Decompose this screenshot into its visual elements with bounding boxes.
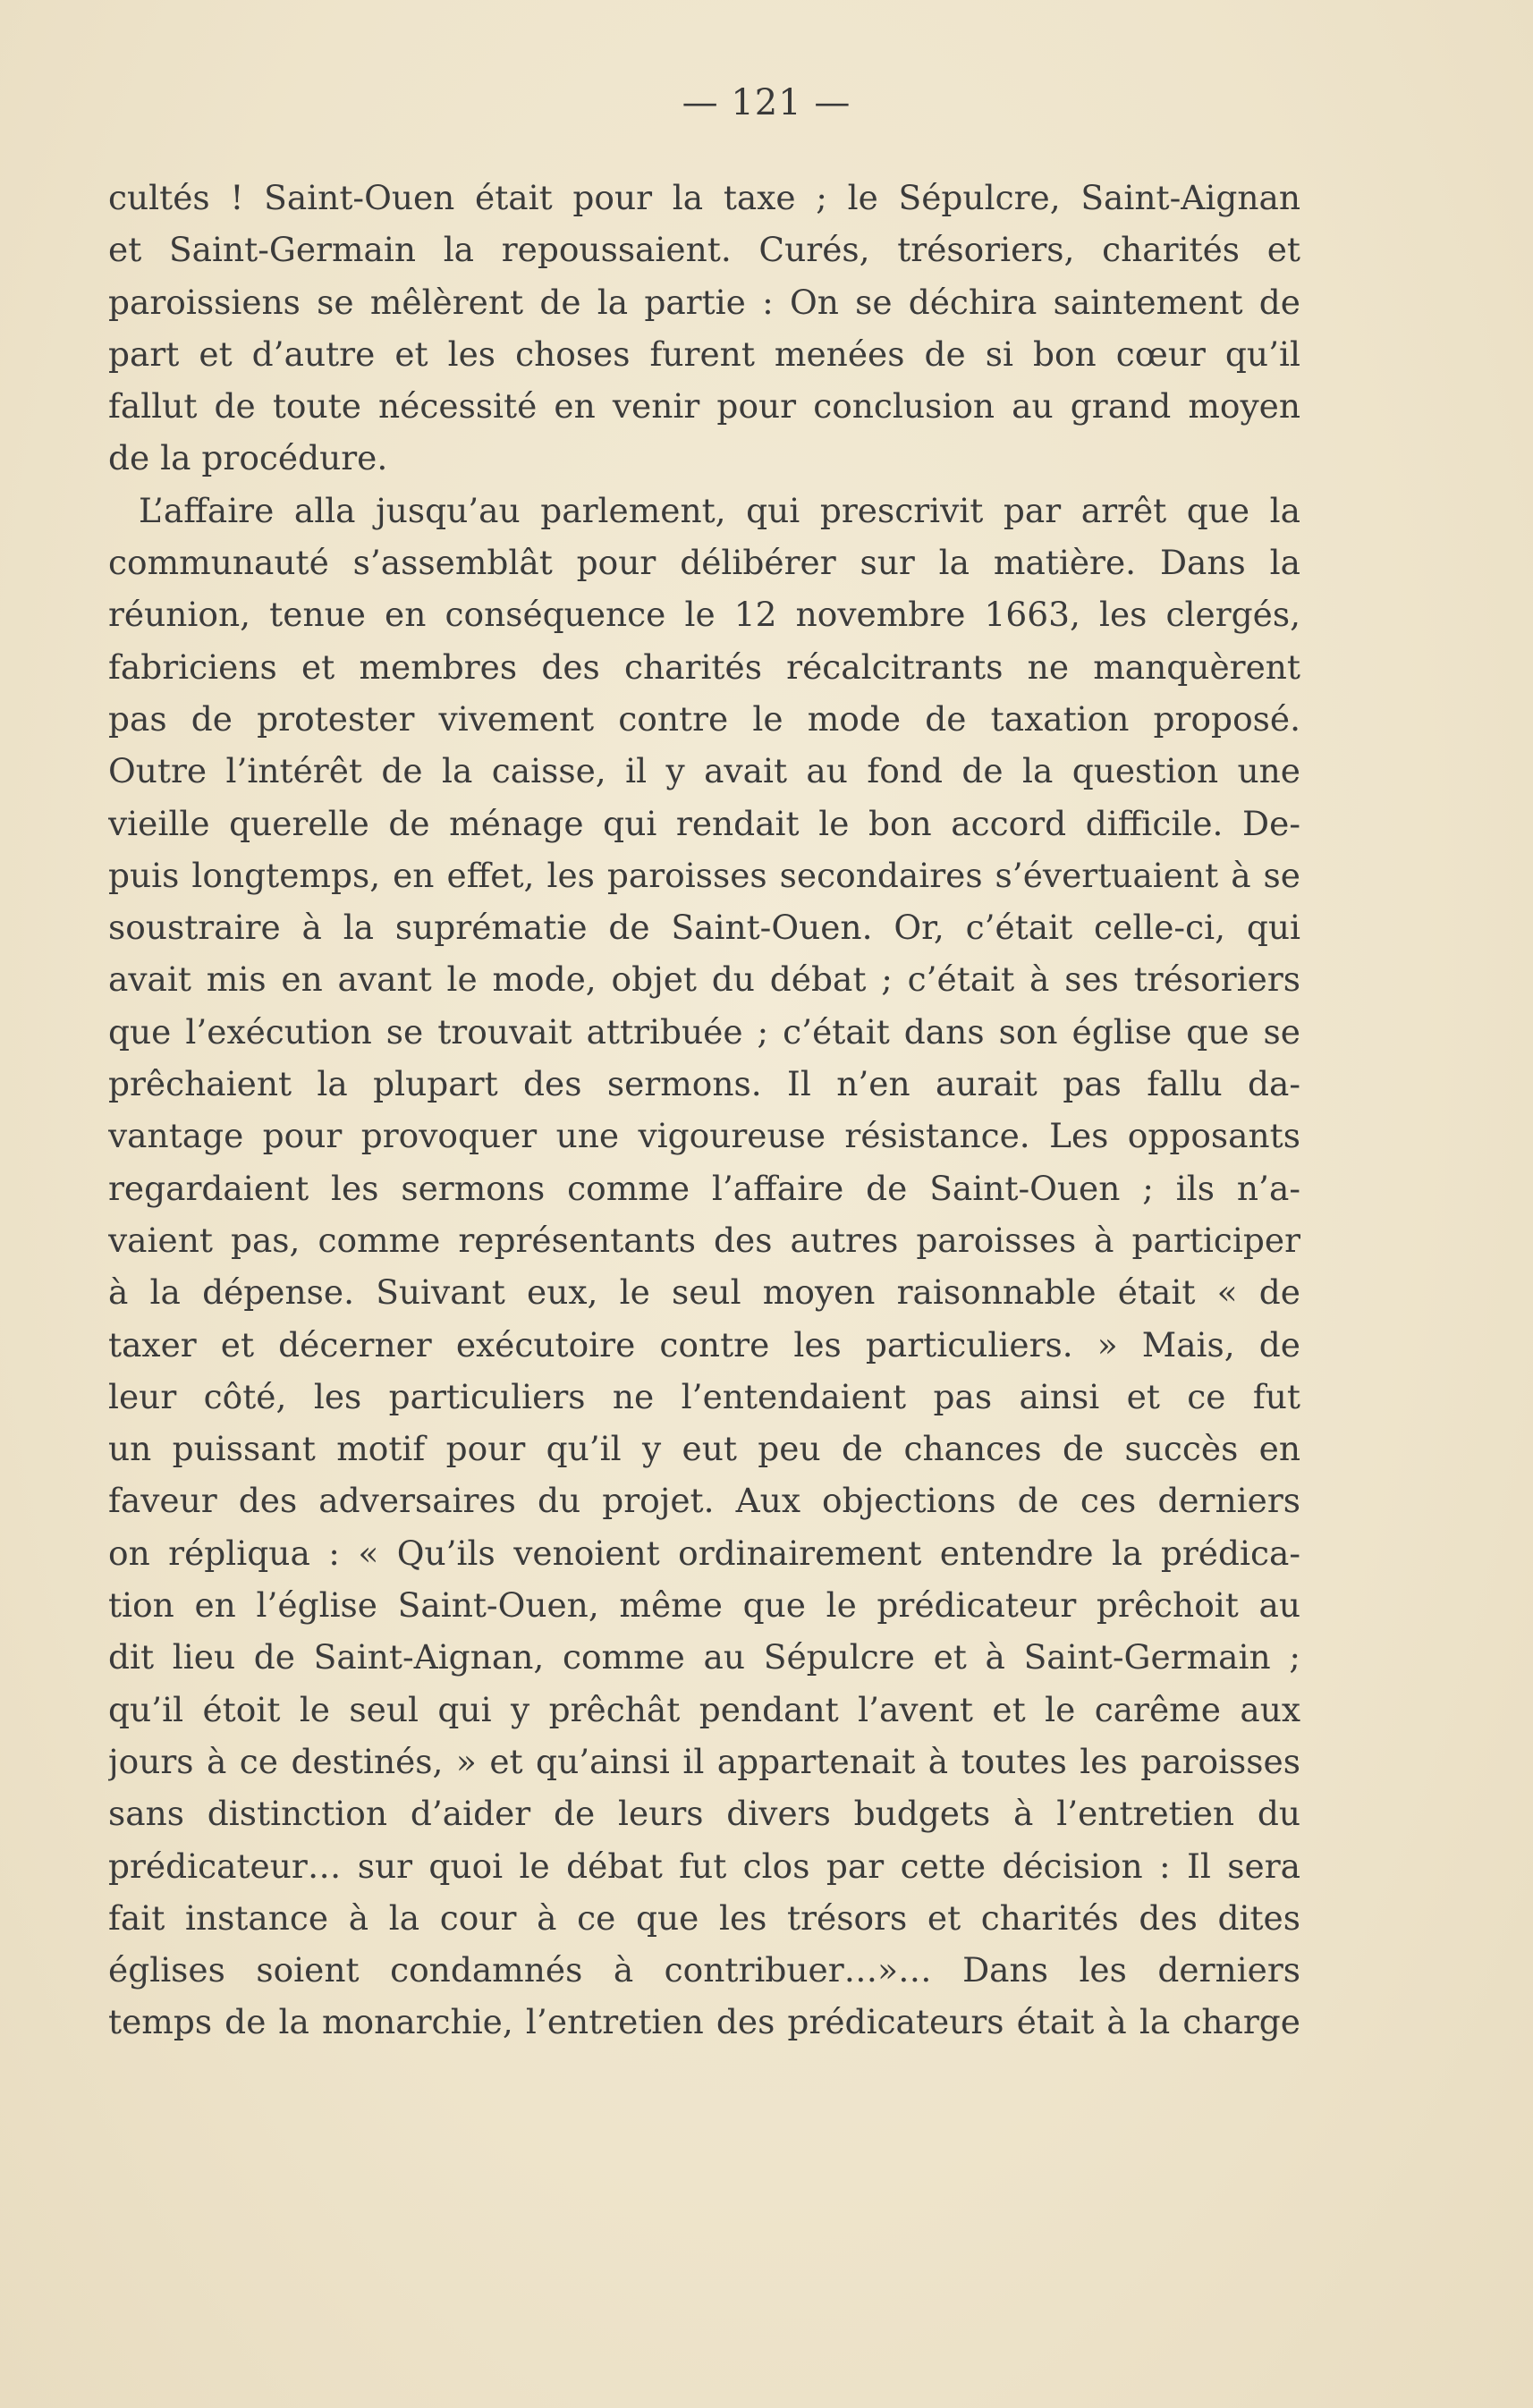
text-line: on répliqua : « Qu’ils venoient ordinairement entendre la prédica- — [108, 1533, 1300, 1573]
text-line: et Saint-Germain la repoussaient. Curés, trésoriers, charités et — [108, 230, 1300, 270]
text-line: sans distinction d’aider de leurs divers budgets à l’entretien du — [108, 1794, 1300, 1834]
text-line: vantage pour provoquer une vigoureuse résistance. Les opposants — [108, 1116, 1300, 1156]
text-line: fallut de toute nécessité en venir pour conclusion au grand moyen — [108, 386, 1300, 427]
text-line: dit lieu de Saint-Aignan, comme au Sépulcre et à Saint-Germain ; — [108, 1637, 1300, 1677]
text-line: tion en l’église Saint-Ouen, même que le prédicateur prêchoit au — [108, 1585, 1300, 1626]
text-line: faveur des adversaires du projet. Aux objections de ces derniers — [108, 1481, 1300, 1521]
text-line: leur côté, les particuliers ne l’entendaient pas ainsi et ce fut — [108, 1376, 1300, 1416]
text-line: L’affaire alla jusqu’au parlement, qui prescrivit par arrêt que la — [139, 490, 1300, 530]
text-line: puis longtemps, en effet, les paroisses secondaires s’évertuaient à se — [108, 855, 1300, 895]
text-line: part et d’autre et les choses furent menées de si bon cœur qu’il — [108, 334, 1300, 374]
text-line: vieille querelle de ménage qui rendait le bon accord difficile. De- — [108, 803, 1300, 843]
text-line: réunion, tenue en conséquence le 12 novembre 1663, les clergés, — [108, 595, 1300, 635]
text-line: communauté s’assemblât pour délibérer sur la matière. Dans la — [108, 543, 1300, 583]
text-line: avait mis en avant le mode, objet du débat ; c’était à ses trésoriers — [108, 959, 1300, 1000]
text-line: taxer et décerner exécutoire contre les particuliers. » Mais, de — [108, 1324, 1300, 1365]
text-line: temps de la monarchie, l’entretien des prédicateurs était à la charge — [108, 2002, 1300, 2042]
text-line: églises soient condamnés à contribuer…»… Dans les derniers — [108, 1950, 1300, 1990]
text-line: jours à ce destinés, » et qu’ainsi il appartenait à toutes les paroisses — [108, 1741, 1300, 1781]
body-text — [108, 172, 1300, 2049]
text-line: que l’exécution se trouvait attribuée ; c’était dans son église que se — [108, 1011, 1300, 1052]
text-line: cultés ! Saint-Ouen était pour la taxe ; le Sépulcre, Saint-Aignan — [108, 178, 1300, 217]
text-line: paroissiens se mêlèrent de la partie : On se déchira saintement de — [108, 282, 1300, 322]
text-line: qu’il étoit le seul qui y prêchât pendant l’avent et le carême aux — [108, 1689, 1300, 1729]
text-line: fabriciens et membres des charités récalcitrants ne manquèrent — [108, 646, 1300, 687]
text-line: à la dépense. Suivant eux, le seul moyen raisonnable était « de — [108, 1272, 1300, 1313]
page-number: — 121 — — [682, 82, 851, 123]
text-line: Outre l’intérêt de la caisse, il y avait au fond de la question une — [108, 751, 1300, 791]
text-line: regardaient les sermons comme l’affaire de Saint-Ouen ; ils n’a- — [108, 1168, 1300, 1208]
text-line: vaient pas, comme représentants des autres paroisses à participer — [108, 1220, 1300, 1260]
text-line: fait instance à la cour à ce que les trésors et charités des dites — [108, 1897, 1300, 1938]
text-line: de la procédure. — [108, 438, 388, 478]
text-line: pas de protester vivement contre le mode de taxation proposé. — [108, 698, 1300, 739]
text-line: prêchaient la plupart des sermons. Il n’en aurait pas fallu da- — [108, 1064, 1300, 1104]
text-line: soustraire à la suprématie de Saint-Ouen. Or, c’était celle-ci, qui — [108, 908, 1300, 948]
text-line: prédicateur… sur quoi le débat fut clos par cette décision : Il sera — [108, 1846, 1300, 1886]
text-line: un puissant motif pour qu’il y eut peu de chances de succès en — [108, 1429, 1300, 1469]
